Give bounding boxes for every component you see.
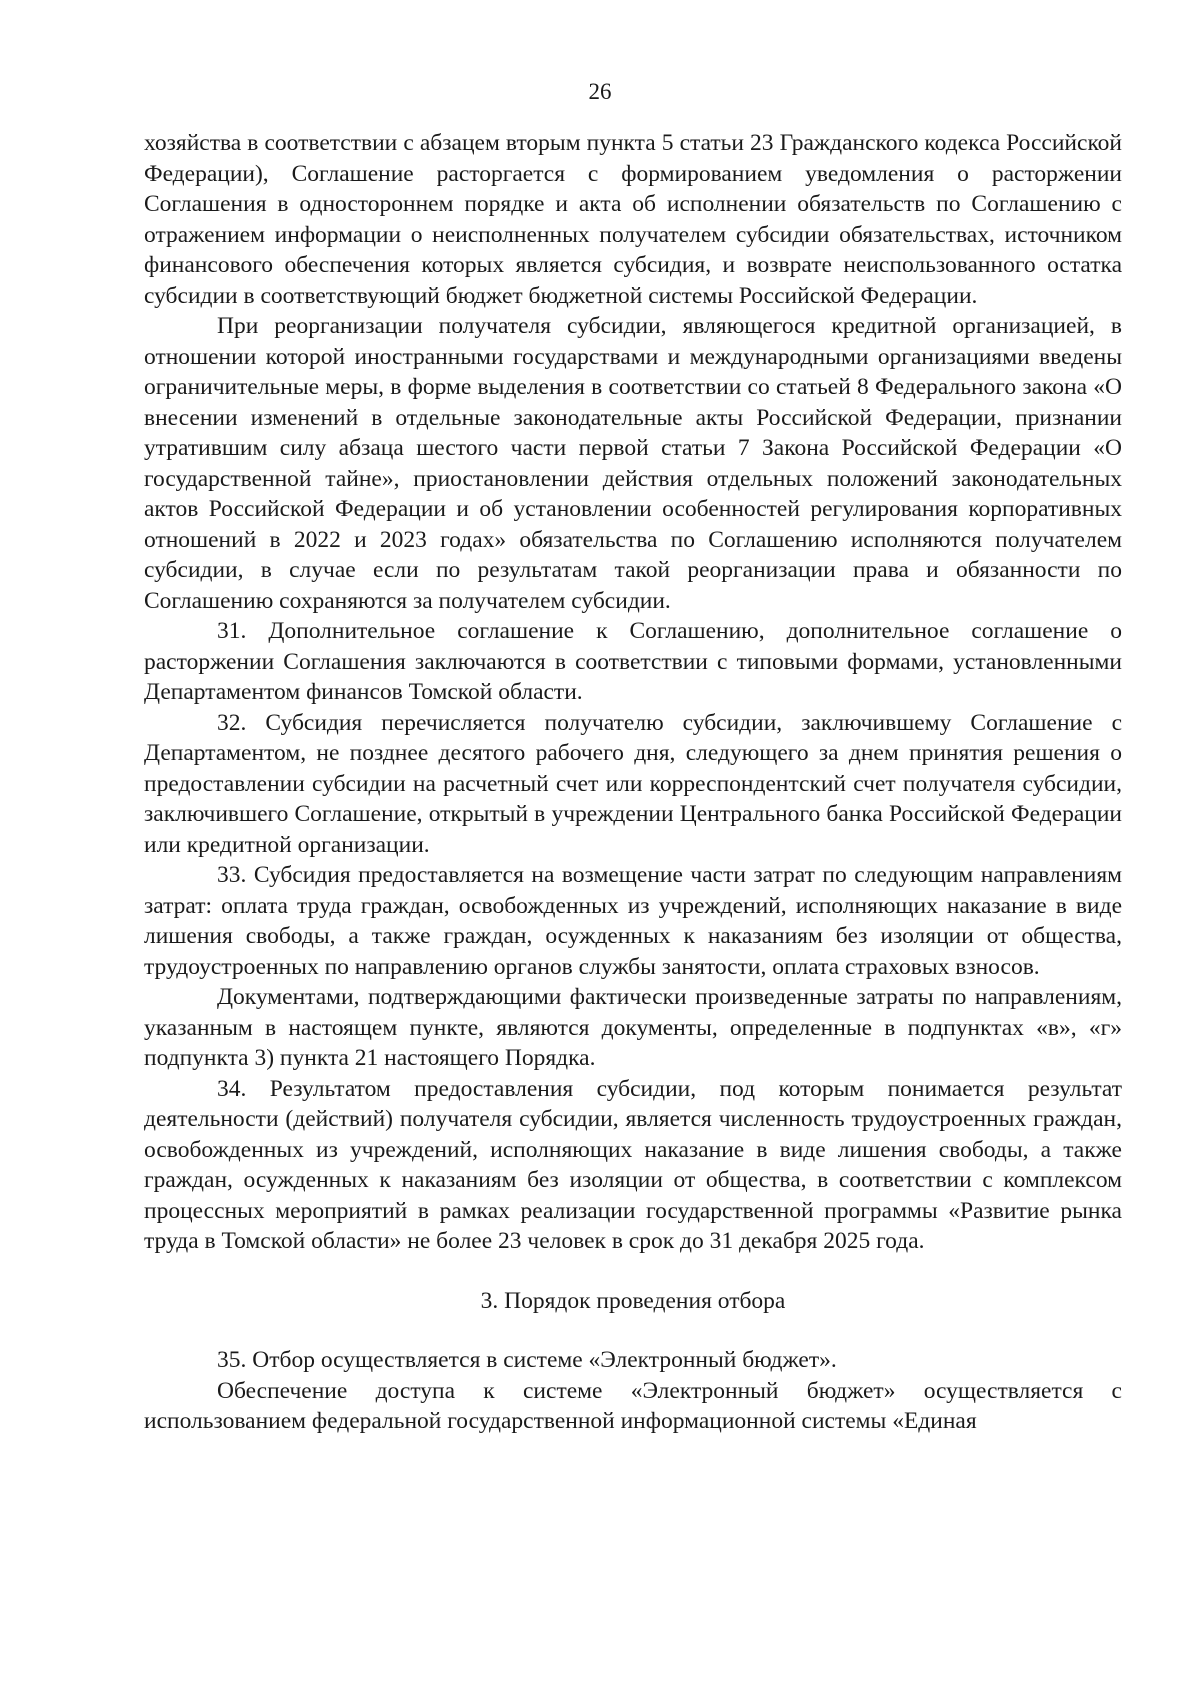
document-body: [144, 128, 1122, 1437]
paragraph-access: Обеспечение доступа к системе «Электронный бюджет» осуществляется с использованием федеральной государственной информационной системы «Единая: [144, 1377, 1122, 1434]
page-number: 26: [588, 79, 612, 104]
paragraph-31: 31. Дополнительное соглашение к Соглашению, дополнительное соглашение о расторжении Соглашения заключаются в соответствии с типовыми формами, установленными Департаментом финансов Томской области.: [144, 618, 1122, 705]
paragraph-continuation: хозяйства в соответствии с абзацем вторым пункта 5 статьи 23 Гражданского кодекса Российской Федерации), Соглашение расторгается с формированием уведомления о расторжении Соглашения в одностороннем порядке и акта об исполнении обязательств по Соглашению с отражением информации о неисполненных получателем субсидии обязательствах, источником финансового обеспечения которых является субсидия, и возврате неиспользованного остатка субсидии в соответствующий бюджет бюджетной системы Российской Федерации.: [144, 130, 1122, 309]
paragraph-34: 34. Результатом предоставления субсидии, под которым понимается результат деятельности (действий) получателя субсидии, является численность трудоустроенных граждан, освобожденных из учреждений, исполняющих наказание в виде лишения свободы, а также граждан, осужденных к наказаниям без изоляции от общества, в соответствии с комплексом процессных мероприятий в рамках реализации государственной программы «Развитие рынка труда в Томской области» не более 23 человек в срок до 31 декабря 2025 года.: [144, 1075, 1122, 1254]
paragraph-35: 35. Отбор осуществляется в системе «Электронный бюджет».: [217, 1347, 837, 1373]
paragraph-33: 33. Субсидия предоставляется на возмещение части затрат по следующим направлениям затрат: оплата труда граждан, освобожденных из учреждений, исполняющих наказание в виде лишения свободы, а также граждан, осужденных к наказаниям без изоляции от общества, трудоустроенных по направлению органов службы занятости, оплата страховых взносов.: [144, 862, 1122, 980]
paragraph-documents: Документами, подтверждающими фактически произведенные затраты по направлениям, указанным в настоящем пункте, являются документы, определенные в подпунктах «в», «г» подпункта 3) пункта 21 настоящего Порядка.: [144, 984, 1122, 1071]
section-heading: 3. Порядок проведения отбора: [480, 1287, 786, 1314]
paragraph-32: 32. Субсидия перечисляется получателю субсидии, заключившему Соглашение с Департаментом, не позднее десятого рабочего дня, следующего за днем принятия решения о предоставлении субсидии на расчетный счет или корреспондентский счет получателя субсидии, заключившего Соглашение, открытый в учреждении Центрального банка Российской Федерации или кредитной организации.: [144, 709, 1122, 858]
paragraph-reorganization: При реорганизации получателя субсидии, являющегося кредитной организацией, в отношении которой иностранными государствами и международными организациями введены ограничительные меры, в форме выделения в соответствии со статьей 8 Федерального закона «О внесении изменений в отдельные законодательные акты Российской Федерации, признании утратившим силу абзаца шестого части первой статьи 7 Закона Российской Федерации «О государственной тайне», приостановлении действия отдельных положений законодательных актов Российской Федерации и об установлении особенностей регулирования корпоративных отношений в 2022 и 2023 годах» обязательства по Соглашению исполняются получателем субсидии, в случае если по результатам такой реорганизации права и обязанности по Соглашению сохраняются за получателем субсидии.: [144, 313, 1122, 614]
